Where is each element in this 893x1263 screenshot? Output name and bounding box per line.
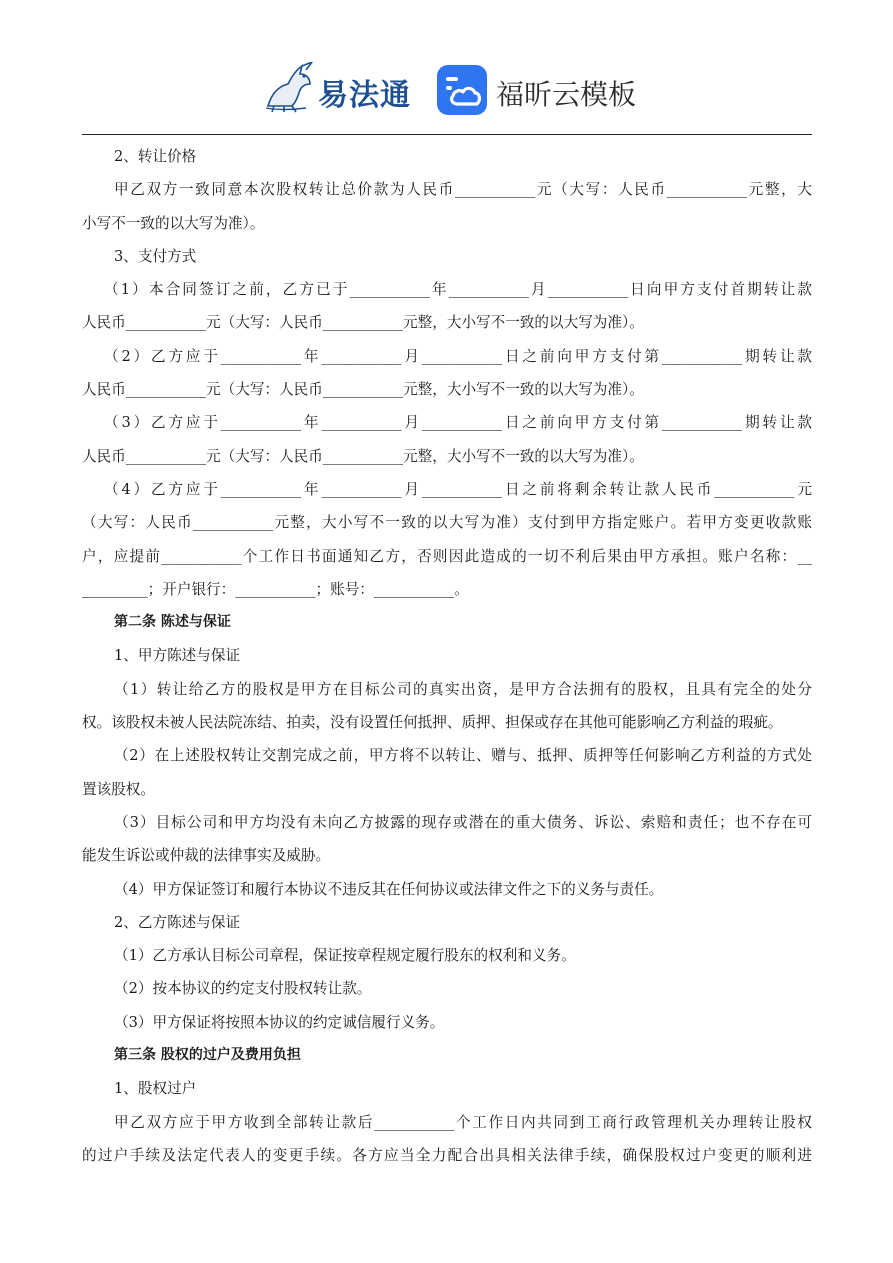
yifatong-logo-text: 易法通: [318, 78, 411, 113]
body-line: 能发生诉讼或仲裁的法律事实及威胁。: [82, 847, 331, 865]
section-heading: 2、乙方陈述与保证: [114, 913, 241, 931]
body-line: （1）本合同签订之前，乙方已于___________年___________月___________日向甲方支付首期转让款: [104, 281, 812, 299]
body-line: （3）乙方应于___________年___________月___________日之前向甲方支付第___________期转让款: [104, 414, 812, 432]
body-line: 人民币___________元（大写：人民币___________元整，大小写不一致的以大写为准）。: [82, 381, 644, 399]
body-line: （4）甲方保证签订和履行本协议不违反其在任何协议或法律文件之下的义务与责任。: [114, 880, 664, 898]
body-line: _________；开户银行：___________；账号：___________。: [82, 580, 469, 598]
section-heading: 1、甲方陈述与保证: [114, 647, 241, 665]
body-line: 置该股权。: [82, 780, 155, 798]
yifatong-logo: [262, 62, 412, 114]
body-line: （3）甲方保证将按照本协议的约定诚信履行义务。: [114, 1013, 445, 1031]
section-heading: 3、支付方式: [114, 247, 197, 265]
fuxin-logo-text: 福昕云模板: [496, 78, 637, 111]
body-line: 权。该股权未被人民法院冻结、拍卖，没有设置任何抵押、质押、担保或存在其他可能影响乙方利益的瑕疵。: [82, 714, 783, 732]
body-line: （大写：人民币___________元整，大小写不一致的以大写为准）支付到甲方指定账户。若甲方变更收款账: [82, 514, 812, 532]
section-heading: 1、股权过户: [114, 1080, 197, 1098]
body-line: 小写不一致的以大写为准）。: [82, 214, 265, 232]
document-body: [82, 140, 812, 1172]
body-line: 人民币___________元（大写：人民币___________元整，大小写不一致的以大写为准）。: [82, 314, 644, 332]
article-heading: 第三条 股权的过户及费用负担: [114, 1047, 301, 1064]
body-line: （3）目标公司和甲方均没有未向乙方披露的现存或潜在的重大债务、诉讼、索赔和责任；也不存在可: [114, 813, 812, 831]
body-line: 人民币___________元（大写：人民币___________元整，大小写不一致的以大写为准）。: [82, 447, 644, 465]
body-line: （4）乙方应于___________年___________月___________日之前将剩余转让款人民币___________元: [104, 480, 812, 498]
body-line: 甲乙双方一致同意本次股权转让总价款为人民币___________元（大写：人民币___________元整，大: [114, 181, 812, 199]
header-divider: [82, 134, 812, 135]
body-line: （1）乙方承认目标公司章程，保证按章程规定履行股东的权利和义务。: [114, 947, 576, 965]
body-line: （2）在上述股权转让交割完成之前，甲方将不以转让、赠与、抵押、质押等任何影响乙方利益的方式处: [114, 747, 812, 765]
unicorn-icon: [262, 62, 318, 114]
body-line: （2）按本协议的约定支付股权转让款。: [114, 980, 372, 998]
body-line: 甲乙双方应于甲方收到全部转让款后___________个工作日内共同到工商行政管理机关办理转让股权: [114, 1113, 812, 1131]
fuxin-cloud-logo: [436, 64, 636, 116]
body-line: 的过户手续及法定代表人的变更手续。各方应当全力配合出具相关法律手续，确保股权过户变更的顺利进: [82, 1146, 812, 1164]
page-header: [0, 0, 893, 130]
section-heading: 2、转让价格: [114, 148, 197, 165]
body-line: （2）乙方应于___________年___________月___________日之前向甲方支付第___________期转让款: [104, 347, 812, 365]
cloud-document-icon: [436, 64, 488, 116]
body-line: 户，应提前___________个工作日书面通知乙方，否则因此造成的一切不利后果由甲方承担。账户名称：__: [82, 547, 812, 565]
body-line: （1）转让给乙方的股权是甲方在目标公司的真实出资，是甲方合法拥有的股权，且具有完全的处分: [114, 680, 812, 698]
article-heading: 第二条 陈述与保证: [114, 614, 231, 631]
